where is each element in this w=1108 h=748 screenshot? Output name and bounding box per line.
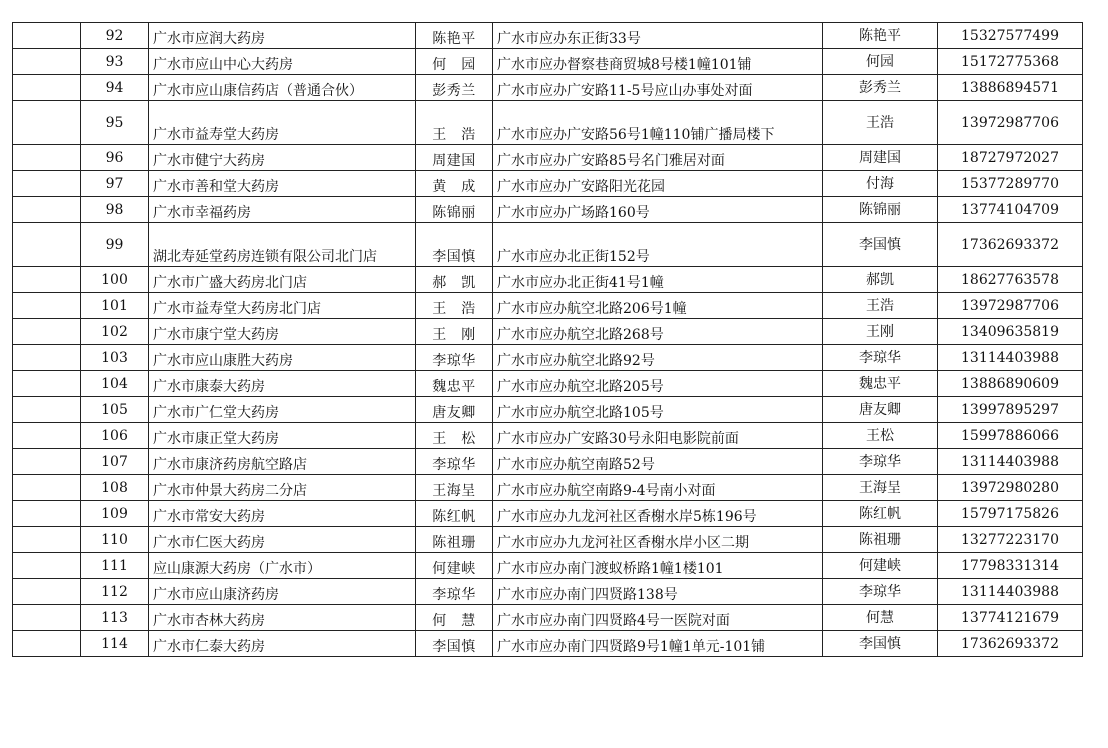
pharmacy-address: 广水市应办九龙河社区香榭水岸小区二期 — [493, 527, 823, 553]
legal-representative: 王 浩 — [416, 293, 493, 319]
contact-person: 何园 — [823, 49, 938, 75]
blank-cell — [13, 527, 81, 553]
contact-person: 彭秀兰 — [823, 75, 938, 101]
pharmacy-name: 广水市应山康信药店（普通合伙） — [149, 75, 416, 101]
row-number: 105 — [81, 397, 149, 423]
blank-cell — [13, 423, 81, 449]
blank-cell — [13, 397, 81, 423]
contact-phone: 13114403988 — [938, 579, 1083, 605]
contact-person: 李琼华 — [823, 579, 938, 605]
row-number: 100 — [81, 267, 149, 293]
pharmacy-table — [12, 22, 1083, 657]
legal-representative: 陈祖珊 — [416, 527, 493, 553]
pharmacy-name: 广水市康济药房航空路店 — [149, 449, 416, 475]
blank-cell — [13, 145, 81, 171]
contact-phone: 13997895297 — [938, 397, 1083, 423]
contact-person: 陈祖珊 — [823, 527, 938, 553]
contact-phone: 13774104709 — [938, 197, 1083, 223]
pharmacy-address: 广水市应办九龙河社区香榭水岸5栋196号 — [493, 501, 823, 527]
row-number: 114 — [81, 631, 149, 657]
table-row — [13, 23, 1083, 49]
pharmacy-address: 广水市应办广安路85号名门雅居对面 — [493, 145, 823, 171]
pharmacy-address: 广水市应办航空北路92号 — [493, 345, 823, 371]
contact-phone: 17798331314 — [938, 553, 1083, 579]
contact-person: 王浩 — [823, 101, 938, 145]
pharmacy-address: 广水市应办广安路11-5号应山办事处对面 — [493, 75, 823, 101]
legal-representative: 何 慧 — [416, 605, 493, 631]
contact-phone: 15797175826 — [938, 501, 1083, 527]
contact-person: 陈艳平 — [823, 23, 938, 49]
blank-cell — [13, 75, 81, 101]
legal-representative: 魏忠平 — [416, 371, 493, 397]
pharmacy-name: 广水市应山康胜大药房 — [149, 345, 416, 371]
blank-cell — [13, 267, 81, 293]
pharmacy-name: 广水市益寿堂大药房 — [149, 101, 416, 145]
row-number: 106 — [81, 423, 149, 449]
table-row — [13, 75, 1083, 101]
pharmacy-address: 广水市应办广安路56号1幢110铺广播局楼下 — [493, 101, 823, 145]
legal-representative: 陈艳平 — [416, 23, 493, 49]
pharmacy-name: 广水市健宁大药房 — [149, 145, 416, 171]
contact-phone: 15172775368 — [938, 49, 1083, 75]
legal-representative: 何建峡 — [416, 553, 493, 579]
pharmacy-name: 广水市杏林大药房 — [149, 605, 416, 631]
contact-person: 陈红帆 — [823, 501, 938, 527]
row-number: 110 — [81, 527, 149, 553]
contact-person: 李国慎 — [823, 631, 938, 657]
table-row — [13, 345, 1083, 371]
pharmacy-address: 广水市应办航空北路205号 — [493, 371, 823, 397]
row-number: 107 — [81, 449, 149, 475]
pharmacy-address: 广水市应办南门四贤路9号1幢1单元-101铺 — [493, 631, 823, 657]
table-body — [13, 23, 1083, 657]
contact-phone: 13972980280 — [938, 475, 1083, 501]
contact-phone: 13886890609 — [938, 371, 1083, 397]
blank-cell — [13, 23, 81, 49]
table-row — [13, 605, 1083, 631]
row-number: 102 — [81, 319, 149, 345]
pharmacy-name: 应山康源大药房（广水市） — [149, 553, 416, 579]
table-row — [13, 527, 1083, 553]
contact-person: 何建峡 — [823, 553, 938, 579]
row-number: 112 — [81, 579, 149, 605]
row-number: 93 — [81, 49, 149, 75]
pharmacy-address: 广水市应办航空北路268号 — [493, 319, 823, 345]
legal-representative: 何 园 — [416, 49, 493, 75]
row-number: 95 — [81, 101, 149, 145]
blank-cell — [13, 197, 81, 223]
table-row — [13, 553, 1083, 579]
pharmacy-name: 广水市康宁堂大药房 — [149, 319, 416, 345]
pharmacy-name: 广水市应山中心大药房 — [149, 49, 416, 75]
contact-phone: 15997886066 — [938, 423, 1083, 449]
contact-phone: 17362693372 — [938, 631, 1083, 657]
contact-person: 李国慎 — [823, 223, 938, 267]
contact-person: 王浩 — [823, 293, 938, 319]
contact-phone: 13409635819 — [938, 319, 1083, 345]
row-number: 98 — [81, 197, 149, 223]
contact-phone: 13114403988 — [938, 345, 1083, 371]
legal-representative: 周建国 — [416, 145, 493, 171]
contact-phone: 15377289770 — [938, 171, 1083, 197]
table-row — [13, 449, 1083, 475]
pharmacy-name: 广水市康泰大药房 — [149, 371, 416, 397]
table-row — [13, 101, 1083, 145]
pharmacy-name: 广水市应润大药房 — [149, 23, 416, 49]
row-number: 108 — [81, 475, 149, 501]
table-row — [13, 501, 1083, 527]
contact-person: 唐友卿 — [823, 397, 938, 423]
pharmacy-name: 广水市仁泰大药房 — [149, 631, 416, 657]
contact-person: 李琼华 — [823, 449, 938, 475]
row-number: 97 — [81, 171, 149, 197]
legal-representative: 李国慎 — [416, 631, 493, 657]
legal-representative: 陈锦丽 — [416, 197, 493, 223]
blank-cell — [13, 449, 81, 475]
pharmacy-name: 广水市应山康济药房 — [149, 579, 416, 605]
pharmacy-name: 湖北寿延堂药房连锁有限公司北门店 — [149, 223, 416, 267]
pharmacy-address: 广水市应办航空北路105号 — [493, 397, 823, 423]
blank-cell — [13, 579, 81, 605]
pharmacy-address: 广水市应办北正街41号1幢 — [493, 267, 823, 293]
contact-phone: 13972987706 — [938, 293, 1083, 319]
contact-person: 王海呈 — [823, 475, 938, 501]
contact-phone: 15327577499 — [938, 23, 1083, 49]
legal-representative: 王 浩 — [416, 101, 493, 145]
table-row — [13, 171, 1083, 197]
legal-representative: 王 松 — [416, 423, 493, 449]
table-row — [13, 579, 1083, 605]
contact-person: 郝凯 — [823, 267, 938, 293]
pharmacy-address: 广水市应办广安路阳光花园 — [493, 171, 823, 197]
pharmacy-address: 广水市应办南门四贤路4号一医院对面 — [493, 605, 823, 631]
pharmacy-name: 广水市广盛大药房北门店 — [149, 267, 416, 293]
contact-person: 魏忠平 — [823, 371, 938, 397]
contact-phone: 18627763578 — [938, 267, 1083, 293]
legal-representative: 李琼华 — [416, 579, 493, 605]
pharmacy-address: 广水市应办东正街33号 — [493, 23, 823, 49]
row-number: 111 — [81, 553, 149, 579]
row-number: 109 — [81, 501, 149, 527]
pharmacy-address: 广水市应办督察巷商贸城8号楼1幢101铺 — [493, 49, 823, 75]
contact-phone: 18727972027 — [938, 145, 1083, 171]
legal-representative: 唐友卿 — [416, 397, 493, 423]
legal-representative: 王海呈 — [416, 475, 493, 501]
contact-person: 李琼华 — [823, 345, 938, 371]
contact-phone: 13886894571 — [938, 75, 1083, 101]
contact-person: 何慧 — [823, 605, 938, 631]
pharmacy-address: 广水市应办航空南路52号 — [493, 449, 823, 475]
blank-cell — [13, 293, 81, 319]
legal-representative: 李琼华 — [416, 449, 493, 475]
contact-phone: 17362693372 — [938, 223, 1083, 267]
table-row — [13, 293, 1083, 319]
blank-cell — [13, 371, 81, 397]
blank-cell — [13, 345, 81, 371]
pharmacy-address: 广水市应办广场路160号 — [493, 197, 823, 223]
table-row — [13, 49, 1083, 75]
pharmacy-name: 广水市幸福药房 — [149, 197, 416, 223]
row-number: 103 — [81, 345, 149, 371]
contact-person: 王刚 — [823, 319, 938, 345]
contact-phone: 13277223170 — [938, 527, 1083, 553]
blank-cell — [13, 605, 81, 631]
legal-representative: 陈红帆 — [416, 501, 493, 527]
pharmacy-address: 广水市应办南门渡蚁桥路1幢1楼101 — [493, 553, 823, 579]
row-number: 96 — [81, 145, 149, 171]
row-number: 99 — [81, 223, 149, 267]
pharmacy-name: 广水市常安大药房 — [149, 501, 416, 527]
blank-cell — [13, 223, 81, 267]
pharmacy-name: 广水市仁医大药房 — [149, 527, 416, 553]
row-number: 113 — [81, 605, 149, 631]
contact-phone: 13972987706 — [938, 101, 1083, 145]
legal-representative: 李琼华 — [416, 345, 493, 371]
pharmacy-address: 广水市应办航空南路9-4号南小对面 — [493, 475, 823, 501]
table-row — [13, 631, 1083, 657]
table-row — [13, 223, 1083, 267]
blank-cell — [13, 475, 81, 501]
table-row — [13, 267, 1083, 293]
blank-cell — [13, 553, 81, 579]
row-number: 94 — [81, 75, 149, 101]
legal-representative: 黄 成 — [416, 171, 493, 197]
blank-cell — [13, 631, 81, 657]
blank-cell — [13, 49, 81, 75]
row-number: 92 — [81, 23, 149, 49]
table-row — [13, 475, 1083, 501]
table-row — [13, 197, 1083, 223]
table-row — [13, 145, 1083, 171]
legal-representative: 郝 凯 — [416, 267, 493, 293]
legal-representative: 李国慎 — [416, 223, 493, 267]
contact-person: 陈锦丽 — [823, 197, 938, 223]
blank-cell — [13, 319, 81, 345]
pharmacy-name: 广水市善和堂大药房 — [149, 171, 416, 197]
pharmacy-name: 广水市仲景大药房二分店 — [149, 475, 416, 501]
pharmacy-address: 广水市应办北正街152号 — [493, 223, 823, 267]
pharmacy-address: 广水市应办南门四贤路138号 — [493, 579, 823, 605]
contact-person: 付海 — [823, 171, 938, 197]
table-row — [13, 371, 1083, 397]
contact-person: 王松 — [823, 423, 938, 449]
table-row — [13, 397, 1083, 423]
row-number: 101 — [81, 293, 149, 319]
legal-representative: 彭秀兰 — [416, 75, 493, 101]
contact-phone: 13774121679 — [938, 605, 1083, 631]
pharmacy-name: 广水市广仁堂大药房 — [149, 397, 416, 423]
legal-representative: 王 刚 — [416, 319, 493, 345]
blank-cell — [13, 171, 81, 197]
row-number: 104 — [81, 371, 149, 397]
pharmacy-address: 广水市应办航空北路206号1幢 — [493, 293, 823, 319]
pharmacy-address: 广水市应办广安路30号永阳电影院前面 — [493, 423, 823, 449]
table-row — [13, 423, 1083, 449]
blank-cell — [13, 501, 81, 527]
contact-phone: 13114403988 — [938, 449, 1083, 475]
table-row — [13, 319, 1083, 345]
pharmacy-name: 广水市益寿堂大药房北门店 — [149, 293, 416, 319]
pharmacy-name: 广水市康正堂大药房 — [149, 423, 416, 449]
contact-person: 周建国 — [823, 145, 938, 171]
blank-cell — [13, 101, 81, 145]
